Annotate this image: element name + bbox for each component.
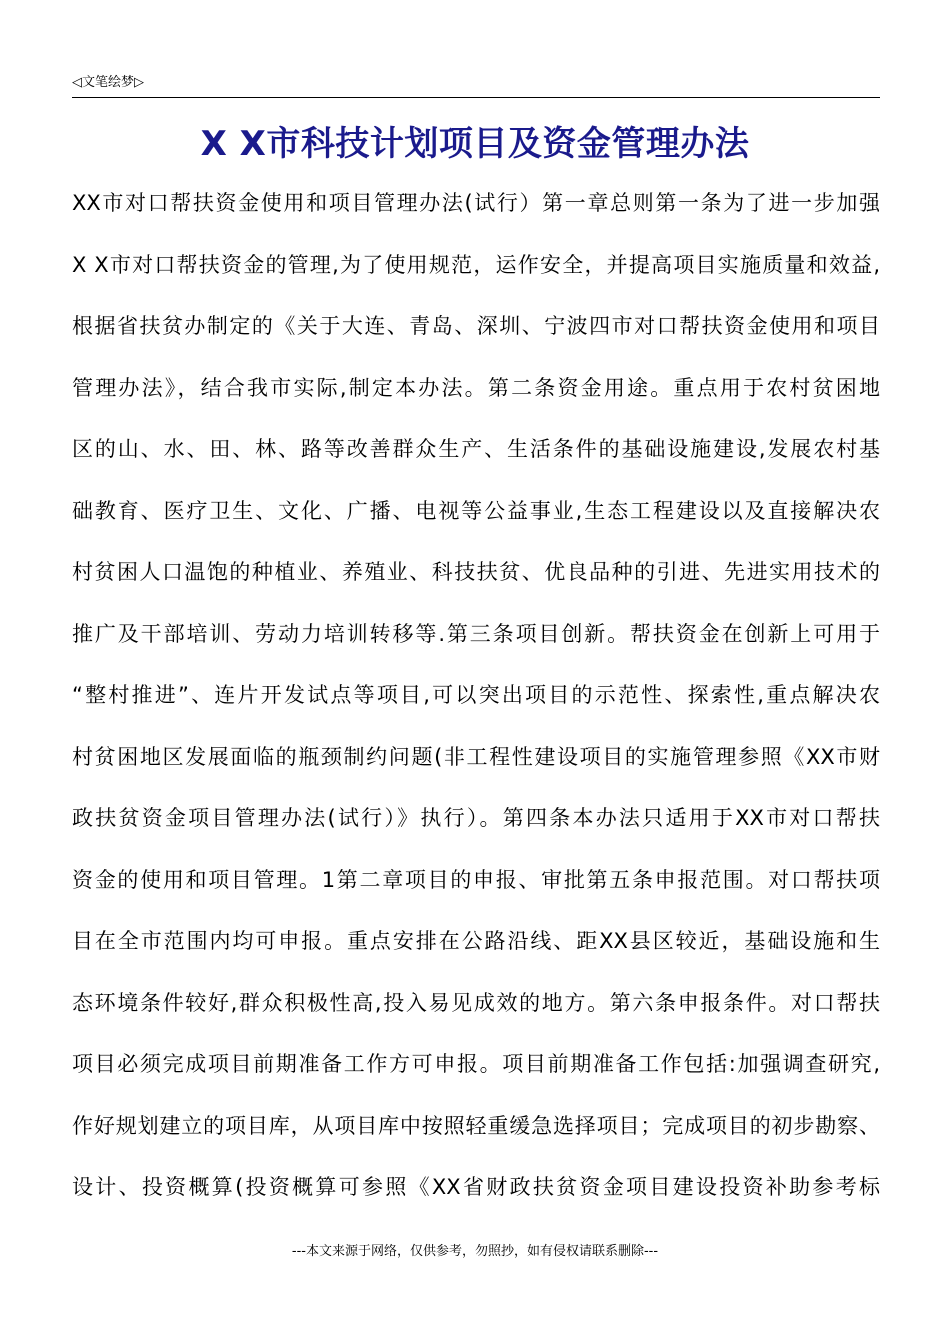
body-line: 设计、投资概算(投资概算可参照《XX省财政扶贫资金项目建设投资补助参考标 [72,1175,880,1199]
body-line: 项目必须完成项目前期准备工作方可申报。项目前期准备工作包括:加强调查研究, [72,1052,880,1076]
body-line: 资金的使用和项目管理。1第二章项目的申报、审批第五条申报范围。对口帮扶项 [72,867,880,892]
body-line: 根据省扶贫办制定的《关于大连、青岛、深圳、宁波四市对口帮扶资金使用和项目 [72,314,880,338]
header-divider [72,97,880,98]
body-line: 础教育、医疗卫生、文化、广播、电视等公益事业,生态工程建设以及直接解决农 [72,498,880,523]
body-line: 态环境条件较好,群众积极性高,投入易见成效的地方。第六条申报条件。对口帮扶 [72,990,880,1015]
body-line: 村贫困地区发展面临的瓶颈制约问题(非工程性建设项目的实施管理参照《XX市财 [72,744,880,769]
body-line: 推广及干部培训、劳动力培训转移等.第三条项目创新。帮扶资金在创新上可用于 [72,621,880,646]
document-body [72,181,880,1227]
body-line: 作好规划建立的项目库，从项目库中按照轻重缓急选择项目；完成项目的初步勘察、 [72,1113,880,1138]
body-line: 村贫困人口温饱的种植业、养殖业、科技扶贫、优良品种的引进、先进实用技术的 [72,560,880,584]
body-line: 政扶贫资金项目管理办法(试行）》执行）。第四条本办法只适用于XX市对口帮扶 [72,806,880,830]
document-title: X X市科技计划项目及资金管理办法 [200,124,750,164]
body-line: 目在全市范围内均可申报。重点安排在公路沿线、距XX县区较近，基础设施和生 [72,929,880,953]
body-line: 区的山、水、田、林、路等改善群众生产、生活条件的基础设施建设,发展农村基 [72,437,880,461]
body-line: XX市对口帮扶资金使用和项目管理办法(试行）第一章总则第一条为了进一步加强 [72,191,880,215]
page-header: ◁文笔绘梦▷ [72,75,144,90]
body-line: 管理办法》，结合我市实际,制定本办法。第二条资金用途。重点用于农村贫困地 [72,375,880,400]
body-line: “整村推进”、连片开发试点等项目,可以突出项目的示范性、探索性,重点解决农 [72,683,880,707]
page-footer: ---本文来源于网络，仅供参考，勿照抄，如有侵权请联系删除--- [291,1244,659,1259]
body-line: X X市对口帮扶资金的管理,为了使用规范，运作安全，并提高项目实施质量和效益, [72,252,880,277]
